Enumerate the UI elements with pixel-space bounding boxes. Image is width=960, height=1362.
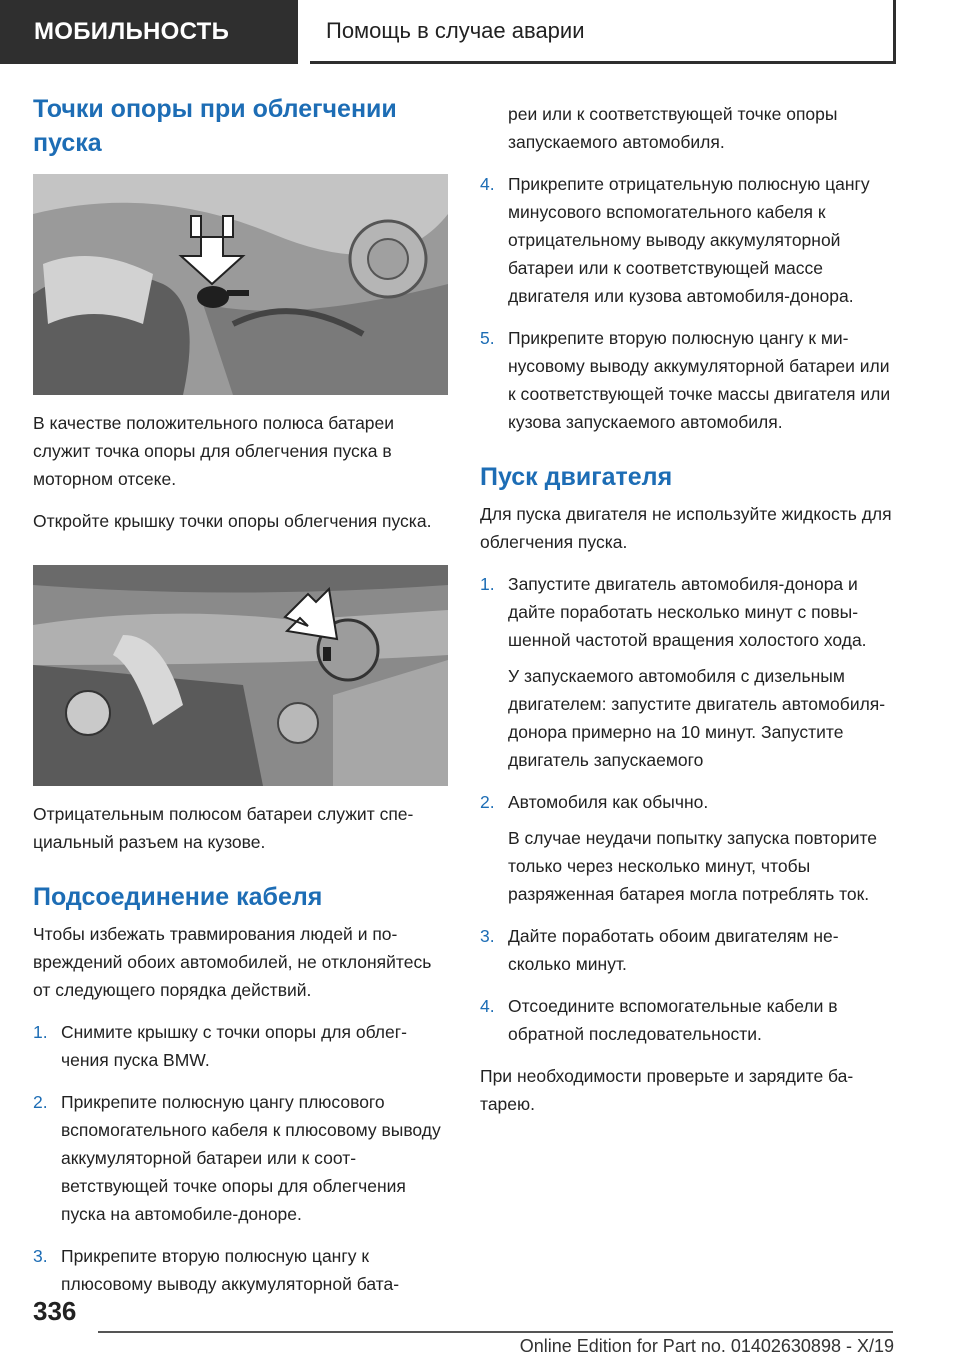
step-text: Снимите крышку с точки опоры для облегчения пуска BMW. <box>61 1022 407 1070</box>
paragraph-open-cover: Откройте крышку точки опоры облегчения пуска. <box>33 511 432 531</box>
connect-steps-list <box>33 1018 448 1298</box>
paragraph-check-battery: При необходимости проверьте и зарядите батарею. <box>480 1066 854 1114</box>
step-1-note: У запускаемого автомобиля с дизельным двигателем: запустите двигатель автомобиля-донора примерно на 10 минут. Запустите двигатель запускаемого <box>508 666 886 770</box>
list-item <box>480 570 895 654</box>
step-number: 2. <box>33 1092 48 1112</box>
step-3-continuation: реи или к соответствующей точке опоры запускаемого автомобиля. <box>508 104 838 152</box>
connect-steps-list-cont <box>480 170 895 436</box>
right-column <box>480 100 895 1132</box>
step-number: 3. <box>480 926 495 946</box>
paragraph-start-engine-intro: Для пуска двигателя не используйте жидкость для облегчения пуска. <box>480 504 892 552</box>
step-number: 1. <box>480 574 495 594</box>
list-item <box>480 992 895 1048</box>
step-text: Прикрепите вторую полюсную цангу к минусовому выводу аккумуляторной батареи или к соответствующей точке массы двигателя или кузова запускаемого автомобиля. <box>508 328 891 432</box>
footer-edition: Online Edition for Part no. 01402630898 - X/19 <box>519 1336 894 1356</box>
step-2-note: В случае неудачи попытку запуска повторите только через несколько минут, чтобы разряженная батарея могла потреблять ток. <box>508 828 878 904</box>
chapter-header <box>310 0 896 64</box>
step-text: Прикрепите вторую полюсную цангу к плюсовому выводу аккумуляторной бата- <box>61 1246 400 1294</box>
list-item <box>480 788 895 816</box>
step-number: 2. <box>480 792 495 812</box>
page-number: 336 <box>33 1296 77 1326</box>
paragraph-positive-terminal: В качестве положительного полюса батареи служит точка опоры для облегчения пуска в моторном отсеке. <box>33 413 395 489</box>
list-item <box>480 324 895 436</box>
list-item <box>33 1018 448 1074</box>
paragraph-negative-terminal: Отрицательным полюсом батареи служит специальный разъем на кузове. <box>33 804 414 852</box>
list-item <box>33 1242 448 1298</box>
left-column <box>33 92 448 1312</box>
engine-bay-positive-terminal-image <box>33 174 448 395</box>
step-text: Запустите двигатель автомобиля-донора и дайте поработать несколько минут с повышенной частотой вращения холостого хода. <box>508 574 867 650</box>
step-number: 3. <box>33 1246 48 1266</box>
step-number: 4. <box>480 174 495 194</box>
section-title: МОБИЛЬНОСТЬ <box>34 18 230 45</box>
heading-jump-start-points: Точки опоры при облегчении пуска <box>33 95 397 157</box>
step-number: 4. <box>480 996 495 1016</box>
start-steps-list <box>480 570 895 654</box>
chapter-title: Помощь в случае аварии <box>326 17 585 43</box>
step-number: 1. <box>33 1022 48 1042</box>
heading-start-engine: Пуск двигателя <box>480 463 673 491</box>
paragraph-connect-intro: Чтобы избежать травмирования людей и повреждений обоих автомобилей, не отклоняйтесь от следующего порядка действий. <box>33 924 432 1000</box>
start-steps-list-3 <box>480 922 895 1048</box>
section-tab <box>0 0 298 64</box>
list-item <box>33 1088 448 1228</box>
step-text: Дайте поработать обоим двигателям несколько минут. <box>508 926 839 974</box>
step-text: Прикрепите отрицательную полюсную цангу минусового вспомогательного кабеля к отрицательному выводу аккумуляторной батареи или к соответствующей массе двигателя или кузова автомобиля-донора. <box>508 174 870 306</box>
heading-connect-cable: Подсоединение кабеля <box>33 883 323 911</box>
list-item <box>480 922 895 978</box>
footer-divider <box>98 1331 893 1333</box>
start-steps-list-2 <box>480 788 895 816</box>
step-text: Отсоедините вспомогательные кабели в обратной последовательности. <box>508 996 838 1044</box>
engine-bay-negative-terminal-image <box>33 565 448 786</box>
step-number: 5. <box>480 328 495 348</box>
list-item <box>480 170 895 310</box>
step-text: Автомобиля как обычно. <box>508 792 709 812</box>
step-text: Прикрепите полюсную цангу плюсового вспомогательного кабеля к плюсовому выводу аккумуляторной батареи или к соответствующей точке опоры для облегчения пуска на автомобиле-доноре. <box>61 1092 441 1224</box>
